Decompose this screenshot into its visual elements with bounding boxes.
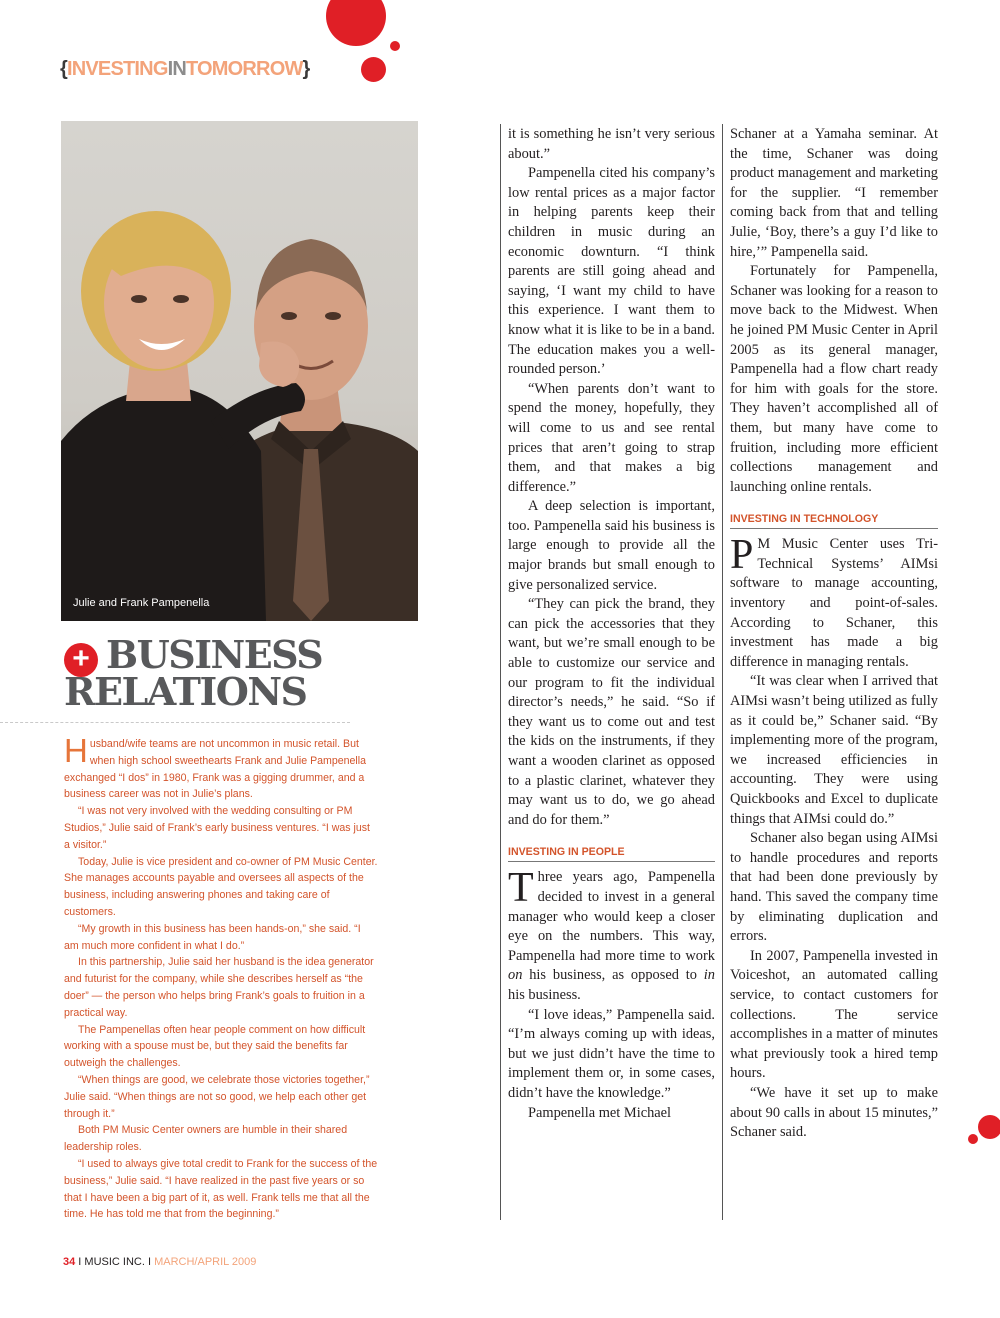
photo-caption: Julie and Frank Pampenella bbox=[73, 597, 210, 609]
column-rule-right bbox=[722, 124, 723, 1220]
body-paragraph: “I love ideas,” Pampenella said. “I’m always coming up with ideas, but we just didn’t have the time to implement them or, in some cases, didn’t have the knowledge.” bbox=[508, 1006, 715, 1101]
subhead-investing-in-technology: INVESTING IN TECHNOLOGY bbox=[730, 512, 938, 529]
body-column-3 bbox=[730, 125, 938, 1143]
intro-paragraph: “I was not very involved with the wedding consulting or PM Studios,” Julie said of Frank’s early business ventures. “I was just a visitor.” bbox=[64, 805, 370, 851]
body-paragraph: In 2007, Pampenella invested in Voiceshot, an automated calling service, to contact customers for collections. The service accomplishes in a matter of minutes what previously took a hired temp hours. bbox=[730, 947, 938, 1082]
decorative-dot-right-large bbox=[978, 1115, 1000, 1139]
body-paragraph: Fortunately for Pampenella, Schaner was looking for a reason to move back to the Midwest. When he joined PM Music Center in April 2005 as its general manager, Pampenella had a flow chart ready for him with goals for the store. They haven’t accomplished all of them, but many have come to fruition, including more efficient collections management and launching online rentals. bbox=[730, 263, 938, 495]
intro-paragraph: Today, Julie is vice president and co-owner of PM Music Center. She manages accounts payable and oversees all aspects of the business, including answering phones and taking care of customers. bbox=[64, 855, 378, 918]
body-paragraph: it is something he isn’t very serious about.” bbox=[508, 126, 715, 162]
body-paragraph: “We have it set up to make about 90 calls in about 15 minutes,” Schaner said. bbox=[730, 1084, 938, 1141]
dashed-divider bbox=[0, 722, 350, 723]
body-paragraph: “It was clear when I arrived that AIMsi wasn’t being utilized as fully as it could be,” Schaner said. “By implementing more of the program, we increased efficiencies in accounting. They were using Quickbooks and Excel to duplicate things that AIMsi could do.” bbox=[730, 673, 938, 827]
intro-paragraph: In this partnership, Julie said her husband is the idea generator and futurist for the company, while she describes herself as “the doer” — the person who helps bring Frank’s goals to fruition in a practical way. bbox=[64, 956, 374, 1019]
body-paragraph: Pampenella cited his company’s low rental prices as a major factor in helping parents keep their children in music during an economic downturn. “I think parents are still going ahead and saying, ‘I want my child to have this experience. I want them to know what it is like to be in a band. The education makes you a well-rounded person.’ bbox=[508, 165, 715, 378]
body-paragraph: “They can pick the brand, they can pick the accessories that they want, but we’re small enough to be able to customize our service and our program to fit the individual director’s needs,” he said. “So if they want us to come out and test the kids on the instruments, if they want a wooden clarinet as opposed to a plastic clarinet, whatever they may want us to do, we go ahead and do for them.” bbox=[508, 596, 715, 828]
section-kicker: {INVESTINGINTOMORROW} bbox=[60, 58, 310, 80]
intro-paragraph: Both PM Music Center owners are humble in their shared leadership roles. bbox=[64, 1124, 348, 1154]
body-paragraph: Schaner at a Yamaha seminar. At the time, Schaner was doing product management and marketing for the supplier. “I remember coming back from that and telling Julie, ‘Boy, there’s a guy I’d like to hire,’” Pampenella said. bbox=[730, 126, 938, 260]
issue-date: MARCH/APRIL 2009 bbox=[154, 1256, 257, 1268]
page-number: 34 bbox=[63, 1256, 76, 1268]
decorative-dot-right-small bbox=[968, 1134, 978, 1144]
body-paragraph: Three years ago, Pampenella decided to invest in a general manager who would keep a closer eye on the numbers. This way, Pampenella had more time to work on his business, as opposed to in his business. bbox=[508, 865, 715, 1003]
plus-icon: + bbox=[64, 643, 98, 677]
decorative-dot-large bbox=[326, 0, 386, 46]
portrait-photo bbox=[61, 121, 418, 621]
portrait-illustration bbox=[61, 121, 418, 621]
intro-paragraph: “I used to always give total credit to Frank for the success of the business,” Julie said. “I have realized in the past five years or so that I have been a big part of it, as well. Frank tells me that all the time. He has told me that from the beginning.” bbox=[64, 1157, 378, 1221]
intro-text bbox=[64, 732, 378, 1223]
headline-line-2: RELATIONS bbox=[64, 669, 307, 714]
body-paragraph: Pampenella met Michael bbox=[528, 1104, 672, 1121]
intro-paragraph: “When things are good, we celebrate those victories together,” Julie said. “When things are not so good, we help each other get through it.” bbox=[64, 1073, 370, 1120]
intro-paragraph: Husband/wife teams are not uncommon in music retail. But when high school sweethearts Frank and Julie Pampenella exchanged “I dos” in 1980, Frank was a gigging drummer, and a business career was not in Julie’s plans. bbox=[64, 732, 367, 801]
body-paragraph: A deep selection is important, too. Pampenella said his business is large enough to provide all the major brands but small enough to give personalized service. bbox=[508, 498, 715, 593]
intro-paragraph: The Pampenellas often hear people comment on how difficult working with a spouse must be, but they said the benefits far outweigh the challenges. bbox=[64, 1023, 366, 1070]
headline-line-1: BUSINESS bbox=[106, 632, 323, 677]
body-column-2 bbox=[508, 125, 715, 1123]
body-paragraph: “When parents don’t want to spend the money, hopefully, they will come to us and see rental prices that aren’t going to strap them, and that makes a big difference.” bbox=[508, 380, 715, 495]
publication-name: MUSIC INC. bbox=[84, 1256, 145, 1268]
body-paragraph: P M Music Center uses Tri-Technical Systems’ AIMsi software to manage accounting, inventory and point-of-sales. According to Schaner, this investment has made a big difference in managing rentals. bbox=[730, 532, 938, 670]
intro-paragraph: “My growth in this business has been hands-on,” she said. “I am much more confident in what I do.” bbox=[64, 922, 361, 952]
subhead-investing-in-people: INVESTING IN PEOPLE bbox=[508, 845, 715, 862]
page-footer: 34 I MUSIC INC. I MARCH/APRIL 2009 bbox=[63, 1256, 257, 1268]
body-paragraph: Schaner also began using AIMsi to handle procedures and reports that had been done previously by hand. This saved the company time by eliminating duplication and errors. bbox=[730, 830, 938, 945]
article-headline bbox=[64, 632, 323, 714]
decorative-dot-medium bbox=[361, 57, 386, 82]
decorative-dot-small bbox=[390, 41, 400, 51]
column-rule-left bbox=[500, 124, 501, 1220]
